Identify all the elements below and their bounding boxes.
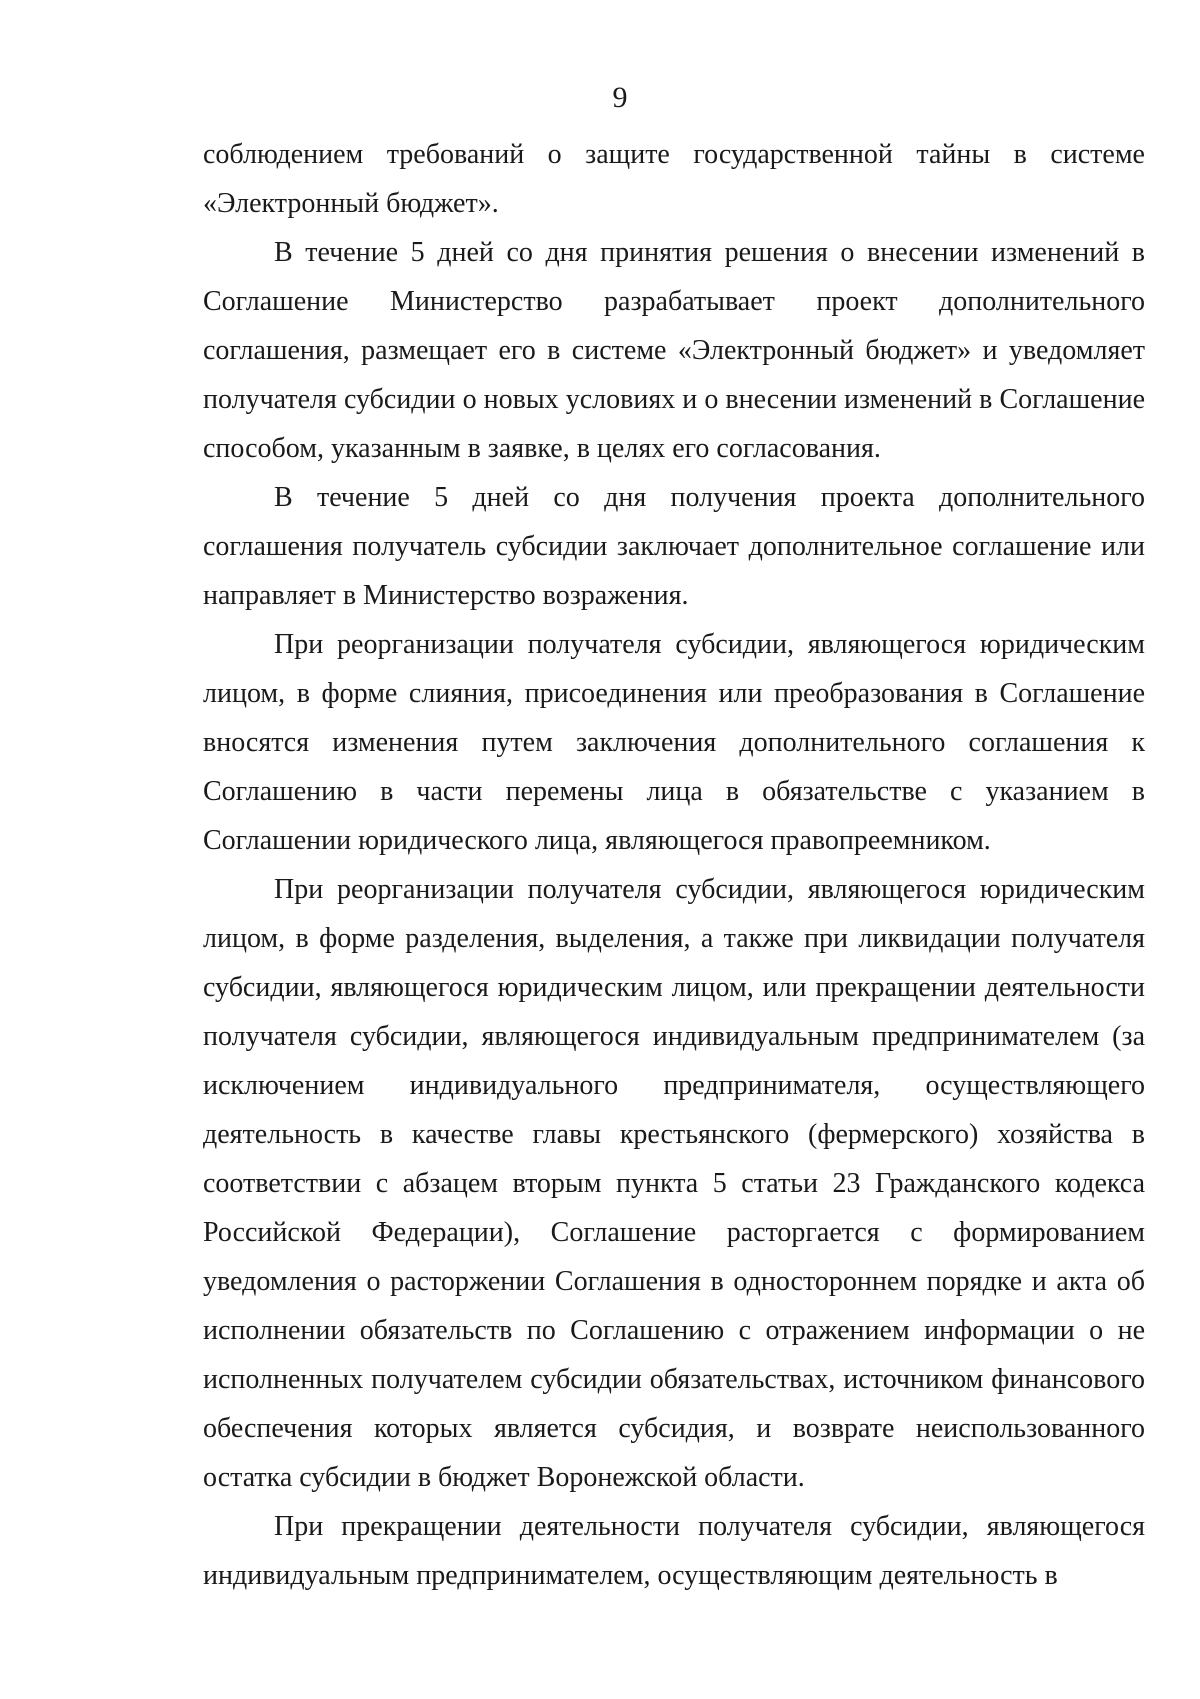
paragraph-termination: При прекращении деятельности получателя субсидии, являющегося индивидуальным предпринимателем, осуществляющим деятельность в: [203, 1511, 1145, 1591]
paragraph-amendment-procedure: В течение 5 дней со дня принятия решения о внесении изменений в Соглашение Министерство разрабатывает проект дополнительного соглашения, размещает его в системе «Электронный бюджет» и уведомляет получателя субсидии о новых условиях и о внесении изменений в Соглашение способом, указанным в заявке, в целях его согласования.: [203, 237, 1145, 464]
paragraph-continuation: соблюдением требований о защите государственной тайны в системе «Электронный бюджет».: [203, 139, 1145, 219]
paragraph-reorganization-division: При реорганизации получателя субсидии, являющегося юридическим лицом, в форме разделения, выделения, а также при ликвидации получателя субсидии, являющегося юридическим лицом, или прекращении деятельности получателя субсидии, являющегося индивидуальным предпринимателем (за исключением индивидуального предпринимателя, осуществляющего деятельность в качестве главы крестьянского (фермерского) хозяйства в соответствии с абзацем вторым пункта 5 статьи 23 Гражданского кодекса Российской Федерации), Соглашение расторгается с формированием уведомления о расторжении Соглашения в одностороннем порядке и акта об исполнении обязательств по Соглашению с отражением информации о не исполненных получателем субсидии обязательствах, источником финансового обеспечения которых является субсидия, и возврате неиспользованного остатка субсидии в бюджет Воронежской области.: [203, 874, 1145, 1493]
paragraph-additional-agreement: В течение 5 дней со дня получения проекта дополнительного соглашения получатель субсидии заключает дополнительное соглашение или направляет в Министерство возражения.: [203, 482, 1145, 611]
page-number: 9: [612, 81, 628, 114]
document-body: [203, 130, 1145, 1600]
paragraph-reorganization-merger: При реорганизации получателя субсидии, являющегося юридическим лицом, в форме слияния, присоединения или преобразования в Соглашение вносятся изменения путем заключения дополнительного соглашения к Соглашению в части перемены лица в обязательстве с указанием в Соглашении юридического лица, являющегося правопреемником.: [203, 629, 1145, 856]
